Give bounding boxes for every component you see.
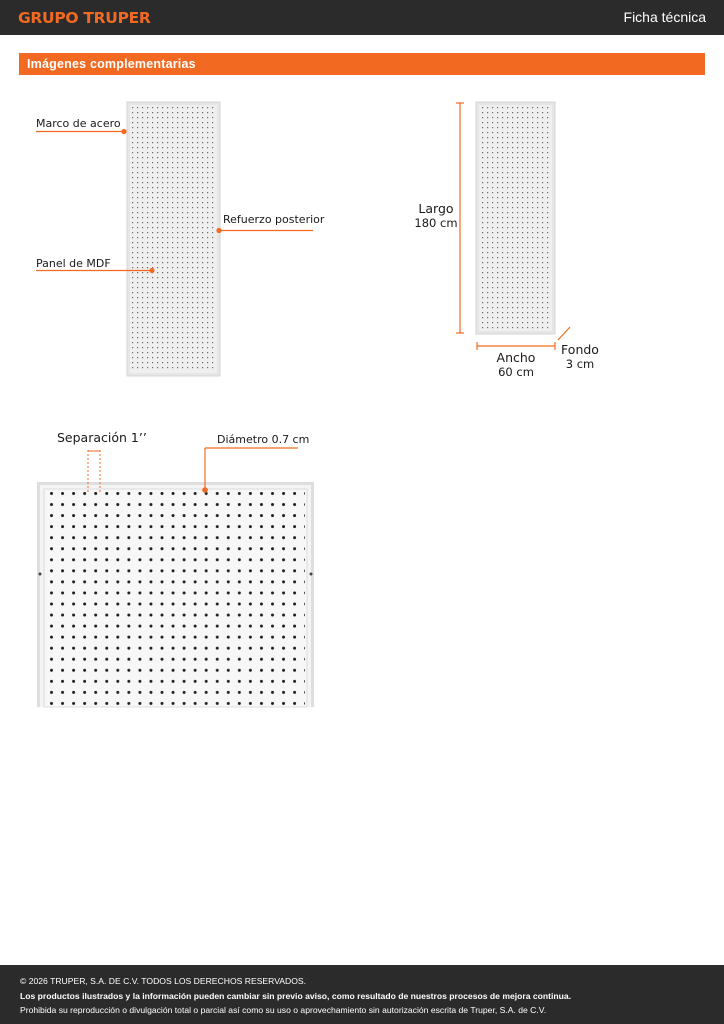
frame-label: Marco de acero bbox=[36, 117, 121, 130]
prohibition-text: Prohibida su reproducción o divulgación total o parcial así como su uso o aprovechamiento sin autorización escrita de Truper, S.A. de C.V. bbox=[20, 1005, 547, 1015]
width-label: Ancho bbox=[496, 350, 536, 365]
pegboard-detail-figure bbox=[0, 420, 360, 720]
brand-logo: GRUPO TRUPER bbox=[18, 9, 151, 27]
depth-value: 3 cm bbox=[565, 357, 595, 371]
length-value: 180 cm bbox=[414, 216, 458, 230]
width-dimension bbox=[490, 350, 542, 379]
pegboard-dimension-view bbox=[476, 102, 555, 334]
panel-label: Panel de MDF bbox=[36, 257, 111, 270]
pegboard-front-view bbox=[127, 102, 220, 376]
copyright-text: © 2026 TRUPER, S.A. DE C.V. TODOS LOS DERECHOS RESERVADOS. bbox=[20, 976, 307, 986]
length-label: Largo bbox=[418, 201, 454, 216]
section-title: Imágenes complementarias bbox=[27, 57, 196, 71]
spacing-label: Separación 1’’ bbox=[57, 430, 147, 445]
reinforcement-label: Refuerzo posterior bbox=[223, 213, 325, 226]
length-dimension bbox=[410, 201, 462, 230]
width-value: 60 cm bbox=[498, 365, 534, 379]
pegboard-parts-figure bbox=[0, 0, 724, 420]
document-type: Ficha técnica bbox=[623, 9, 706, 25]
depth-dimension bbox=[556, 342, 604, 371]
footer bbox=[0, 965, 724, 1024]
depth-label: Fondo bbox=[561, 342, 599, 357]
diameter-label: Diámetro 0.7 cm bbox=[217, 433, 310, 446]
notice-text: Los productos ilustrados y la información pueden cambiar sin previo aviso, como resultado de nuestros procesos de mejora continua. bbox=[20, 991, 572, 1001]
pegboard-detail-panel bbox=[37, 482, 314, 707]
